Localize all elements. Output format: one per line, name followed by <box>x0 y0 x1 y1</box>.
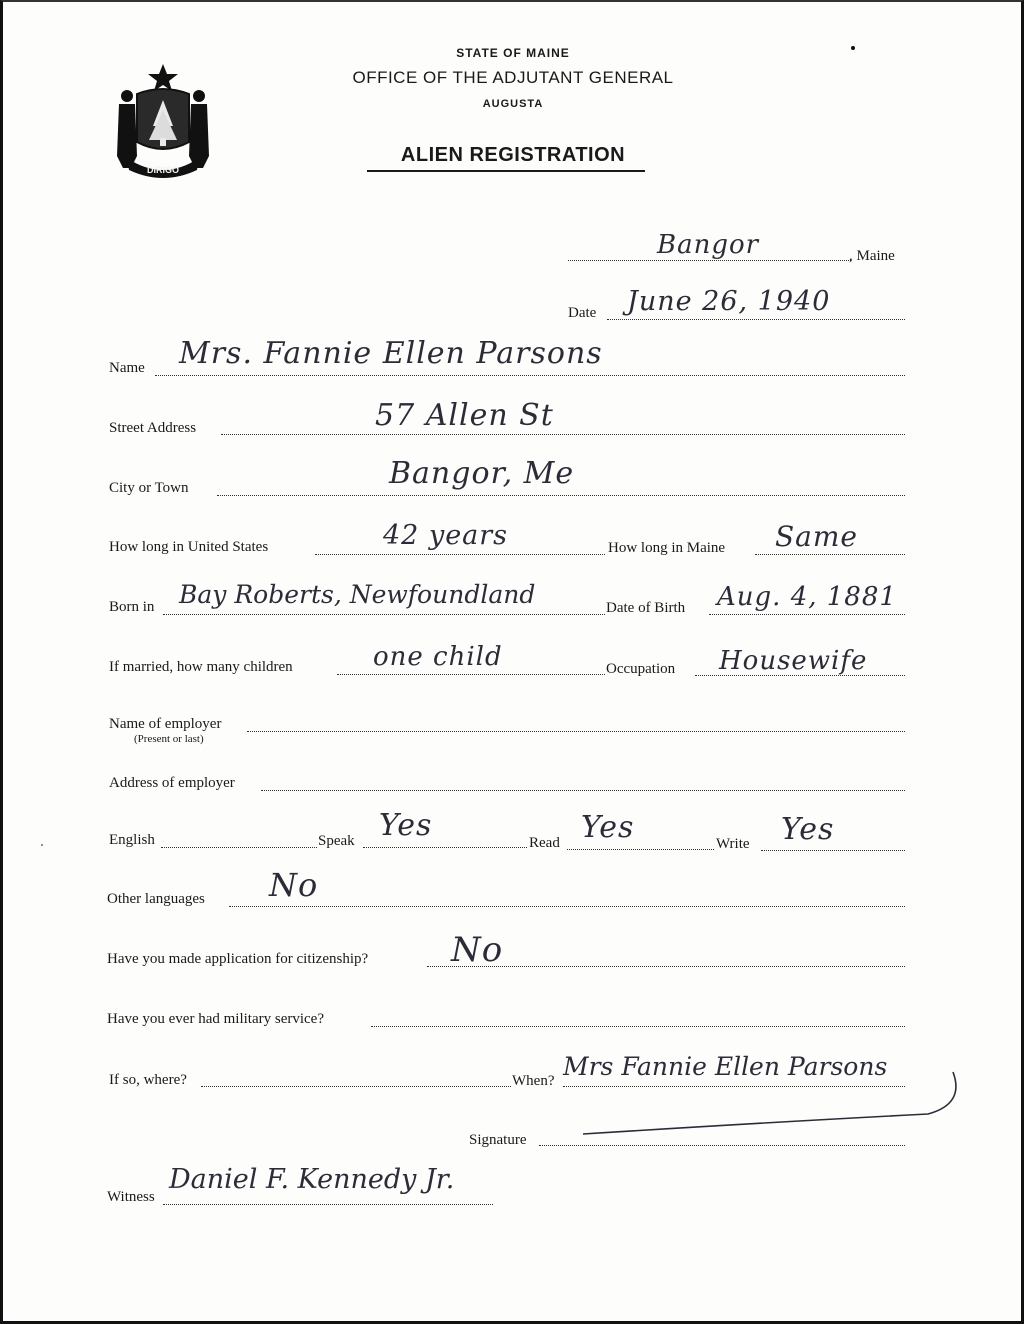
street-line <box>221 434 905 435</box>
military-line <box>371 1026 905 1027</box>
city-label: City or Town <box>109 480 189 496</box>
speak-label: Speak <box>318 833 355 849</box>
born-in-line <box>163 614 605 615</box>
employer-line <box>247 731 905 732</box>
how-long-maine-label: How long in Maine <box>608 540 726 556</box>
read-line <box>567 849 714 850</box>
where-label: If so, where? <box>109 1072 187 1088</box>
city-line <box>217 495 905 496</box>
ink-speck <box>851 46 855 50</box>
signature-line <box>539 1145 905 1146</box>
write-label: Write <box>716 836 750 852</box>
where-line <box>201 1086 511 1087</box>
street-value: 57 Allen St <box>375 398 554 433</box>
witness-label: Witness <box>107 1189 155 1205</box>
write-line <box>761 850 905 851</box>
speak-value: Yes <box>379 808 433 843</box>
header-state: STATE OF MAINE <box>456 46 570 60</box>
dob-value: Aug. 4, 1881 <box>717 582 897 612</box>
speak-line <box>363 847 527 848</box>
city-value: Bangor, Me <box>389 456 575 491</box>
date-label: Date <box>568 305 597 321</box>
other-languages-value: No <box>269 866 319 904</box>
english-label: English <box>109 832 155 848</box>
children-label: If married, how many children <box>109 659 293 675</box>
maine-state-seal-icon <box>111 60 215 178</box>
signature-label: Signature <box>469 1132 527 1148</box>
english-line <box>161 847 317 848</box>
maine-label: , Maine <box>849 248 895 264</box>
how-long-maine-value: Same <box>775 520 858 553</box>
place-line <box>568 260 851 261</box>
how-long-us-line <box>315 554 605 555</box>
date-value: June 26, 1940 <box>627 286 831 317</box>
employer-note: (Present or last) <box>134 733 204 745</box>
born-in-value: Bay Roberts, Newfoundland <box>179 580 536 609</box>
title-underline <box>367 170 645 172</box>
employer-label: Name of employer <box>109 716 222 732</box>
name-label: Name <box>109 360 145 376</box>
read-label: Read <box>529 835 560 851</box>
other-languages-line <box>229 906 905 907</box>
header-city: AUGUSTA <box>482 98 544 110</box>
other-languages-label: Other languages <box>107 891 205 907</box>
citizenship-label: Have you made application for citizenship? <box>107 951 369 967</box>
dob-line <box>709 614 905 615</box>
write-value: Yes <box>781 812 835 847</box>
witness-value: Daniel F. Kennedy Jr. <box>169 1164 455 1195</box>
how-long-us-label: How long in United States <box>109 539 269 555</box>
how-long-maine-line <box>755 554 905 555</box>
date-line <box>607 319 905 320</box>
street-label: Street Address <box>109 420 197 436</box>
header-office: OFFICE OF THE ADJUTANT GENERAL <box>352 68 674 87</box>
seal-motto: DIRIGO <box>146 165 180 175</box>
military-label: Have you ever had military service? <box>107 1011 324 1027</box>
employer-address-line <box>261 790 905 791</box>
occupation-label: Occupation <box>606 661 676 677</box>
how-long-us-value: 42 years <box>383 520 509 551</box>
employer-address-label: Address of employer <box>109 775 235 791</box>
witness-line <box>163 1204 493 1205</box>
born-in-label: Born in <box>109 599 155 615</box>
children-value: one child <box>373 642 503 672</box>
ink-speck <box>41 844 43 846</box>
occupation-value: Housewife <box>719 646 868 676</box>
name-value: Mrs. Fannie Ellen Parsons <box>179 336 603 371</box>
signature-flourish <box>573 1064 973 1144</box>
signature-value: Mrs Fannie Ellen Parsons <box>563 1052 888 1081</box>
read-value: Yes <box>581 810 635 845</box>
place-value: Bangor <box>657 230 760 260</box>
when-label: When? <box>512 1073 555 1089</box>
dob-label: Date of Birth <box>606 600 686 616</box>
children-line <box>337 674 605 675</box>
form-title: ALIEN REGISTRATION <box>400 144 626 166</box>
name-line <box>155 375 905 376</box>
citizenship-value: No <box>451 930 504 970</box>
